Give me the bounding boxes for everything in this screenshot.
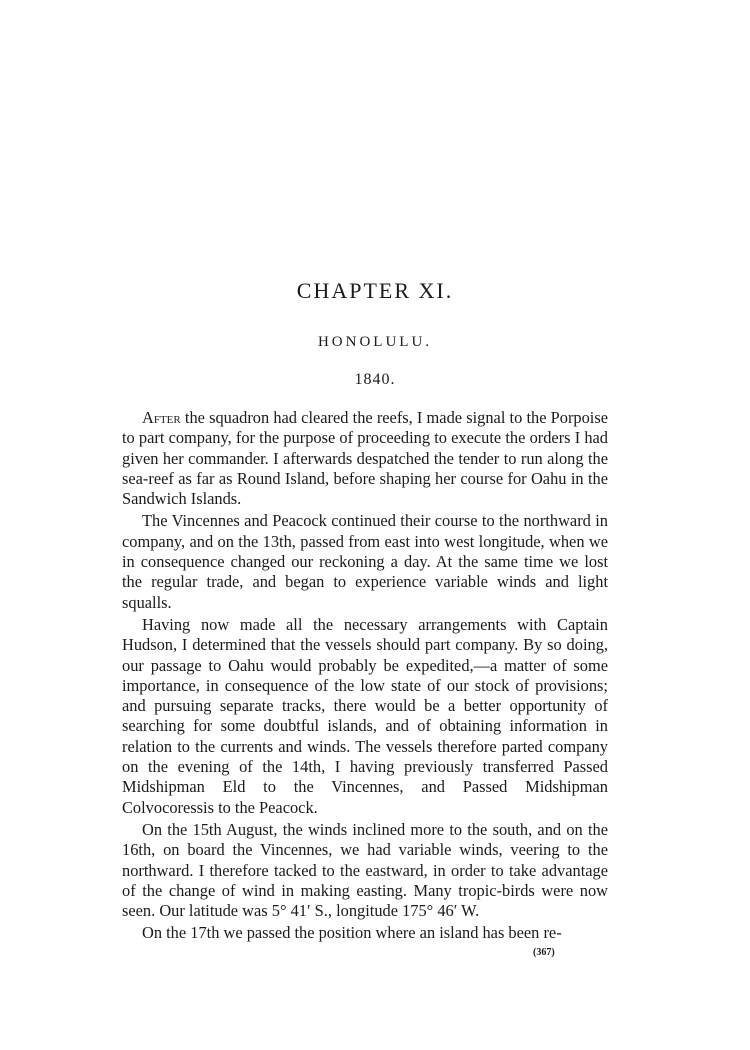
page-number: (367) [533, 947, 555, 958]
chapter-heading: CHAPTER XI. [296, 278, 454, 303]
paragraph-lead-word: After [142, 408, 181, 427]
paragraph-text: the squadron had cleared the reefs, I made signal to the Porpoise to part company, for the purpose of proceeding to execute the orders I had given her commander. I afterwards despatched the tender to run along the sea-reef as far as Round Island, before shaping her course for Oahu in the Sandwich Islands. [122, 408, 608, 509]
paragraph-1 [122, 408, 608, 509]
paragraph-5: On the 17th we passed the position where an island has been re- [142, 923, 562, 943]
paragraph-4: On the 15th August, the winds inclined more to the south, and on the 16th, on board the Vincennes, we had variable winds, veering to the northward. I therefore tacked to the eastward, in order to take advantage of the change of wind in making easting. Many tropic-birds were now seen. Our latitude was 5° 41′ S., longitude 175° 46′ W. [122, 819, 608, 921]
paragraph-3: Having now made all the necessary arrangements with Captain Hudson, I determined that the vessels should part company. By so doing, our passage to Oahu would probably be expedited,—a matter of some importance, in consequence of the low state of our stock of provisions; and pursuing separate tracks, there would be a better opportunity of searching for some doubtful islands, and of obtaining information in relation to the currents and winds. The vessels therefore parted company on the evening of the 14th, I having previously transferred Passed Midshipman Eld to the Vincennes, and Passed Midshipman Colvocoressis to the Peacock. [122, 614, 608, 817]
paragraph-2: The Vincennes and Peacock continued their course to the northward in company, and on the 13th, passed from east into west longitude, when we in consequence changed our reckoning a day. At the same time we lost the regular trade, and began to experience variable winds and light squalls. [122, 511, 608, 612]
chapter-subtitle: HONOLULU. [317, 334, 433, 350]
body-text [122, 408, 608, 946]
chapter-year: 1840. [354, 371, 396, 388]
